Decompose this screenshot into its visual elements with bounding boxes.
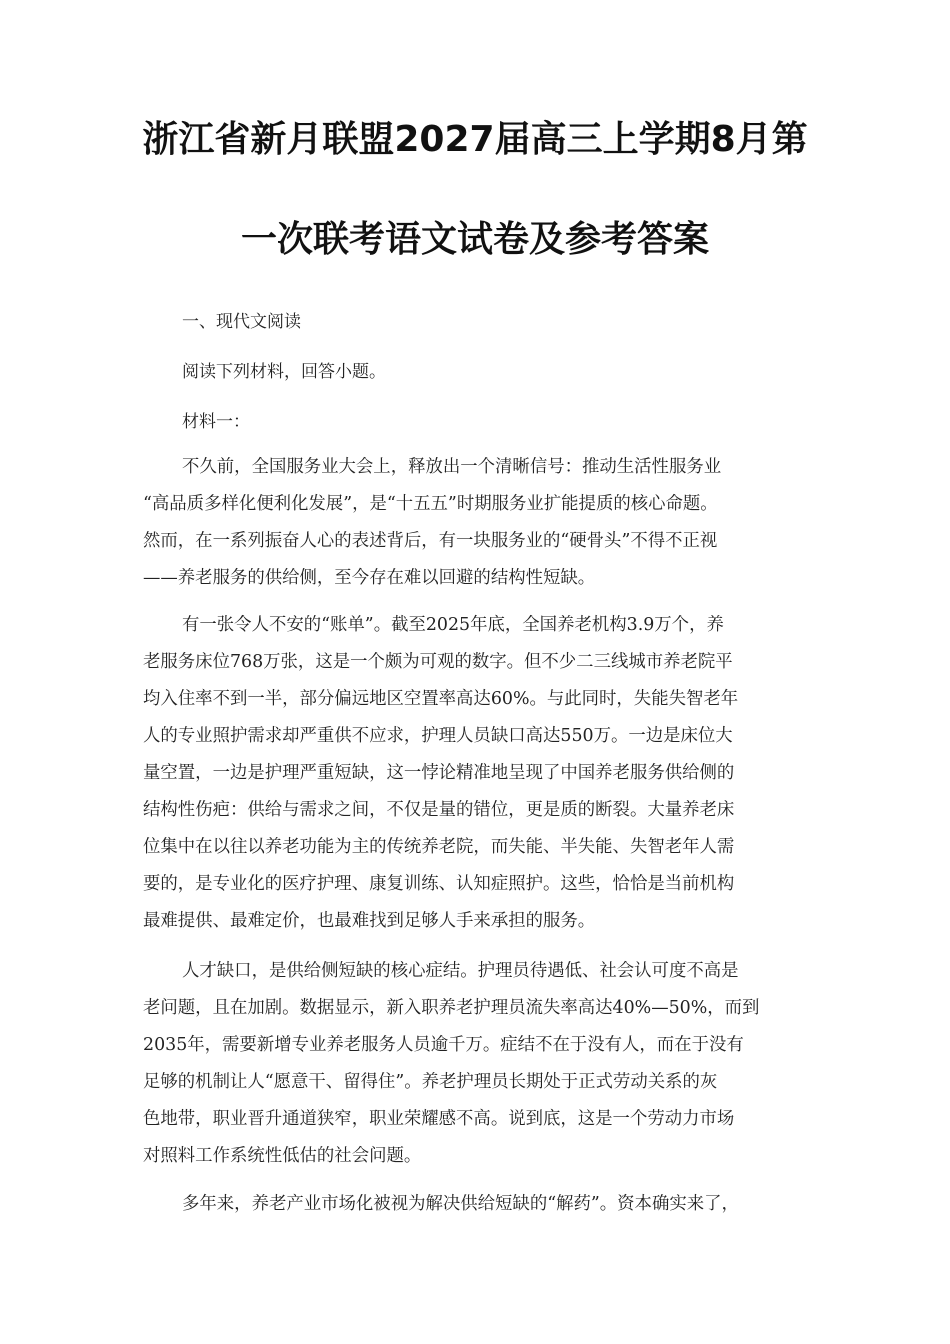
paragraph-3 [143, 953, 823, 1175]
paragraph-line: 人的专业照护需求却严重供不应求，护理人员缺口高达550万。一边是床位大 [143, 726, 733, 746]
paragraph-line: 有一张令人不安的“账单”。截至2025年底，全国养老机构3.9万个，养 [182, 615, 724, 635]
paragraph-line: 要的，是专业化的医疗护理、康复训练、认知症照护。这些，恰恰是当前机构 [143, 874, 735, 894]
paragraph-line: 足够的机制让人“愿意干、留得住”。养老护理员长期处于正式劳动关系的灰 [143, 1072, 718, 1092]
paragraph-1 [143, 449, 823, 597]
paragraph-line: 人才缺口，是供给侧短缺的核心症结。护理员待遇低、社会认可度不高是 [182, 961, 739, 981]
paragraph-line: 老服务床位768万张，这是一个颇为可观的数字。但不少二三线城市养老院平 [143, 652, 733, 672]
section-heading: 一、现代文阅读 [182, 312, 301, 332]
paragraph-line: 不久前，全国服务业大会上，释放出一个清晰信号：推动生活性服务业 [182, 457, 722, 477]
document-title-line-1: 浙江省新月联盟2027届高三上学期8月第 [142, 119, 808, 160]
paragraph-line: 多年来，养老产业市场化被视为解决供给短缺的“解药”。资本确实来了， [182, 1194, 739, 1214]
paragraph-line: 老问题，且在加剧。数据显示，新入职养老护理员流失率高达40%—50%，而到 [143, 998, 760, 1018]
paragraph-line: 均入住率不到一半，部分偏远地区空置率高达60%。与此同时，失能失智老年 [143, 689, 739, 709]
paragraph-line: 对照料工作系统性低估的社会问题。 [143, 1146, 422, 1166]
document-title-line-2: 一次联考语文试卷及参考答案 [240, 219, 709, 260]
paragraph-line: 位集中在以往以养老功能为主的传统养老院，而失能、半失能、失智老年人需 [143, 837, 735, 857]
paragraph-line: 最难提供、最难定价，也最难找到足够人手来承担的服务。 [143, 911, 596, 931]
paragraph-2 [143, 607, 823, 940]
paragraph-line: “高品质多样化便利化发展”，是“十五五”时期服务业扩能提质的核心命题。 [143, 494, 718, 514]
paragraph-line: 2035年，需要新增专业养老服务人员逾千万。症结不在于没有人，而在于没有 [143, 1035, 744, 1055]
paragraph-line: ——养老服务的供给侧，至今存在难以回避的结构性短缺。 [143, 568, 596, 588]
material-label: 材料一： [182, 412, 250, 432]
paragraph-line: 结构性伤疤：供给与需求之间，不仅是量的错位，更是质的断裂。大量养老床 [143, 800, 735, 820]
paragraph-4 [143, 1186, 823, 1223]
paragraph-line: 量空置，一边是护理严重短缺，这一悖论精准地呈现了中国养老服务供给侧的 [143, 763, 735, 783]
reading-instruction: 阅读下列材料，回答小题。 [182, 362, 386, 382]
paragraph-line: 然而，在一系列振奋人心的表述背后，有一块服务业的“硬骨头”不得不正视 [143, 531, 718, 551]
paragraph-line: 色地带，职业晋升通道狭窄，职业荣耀感不高。说到底，这是一个劳动力市场 [143, 1109, 735, 1129]
